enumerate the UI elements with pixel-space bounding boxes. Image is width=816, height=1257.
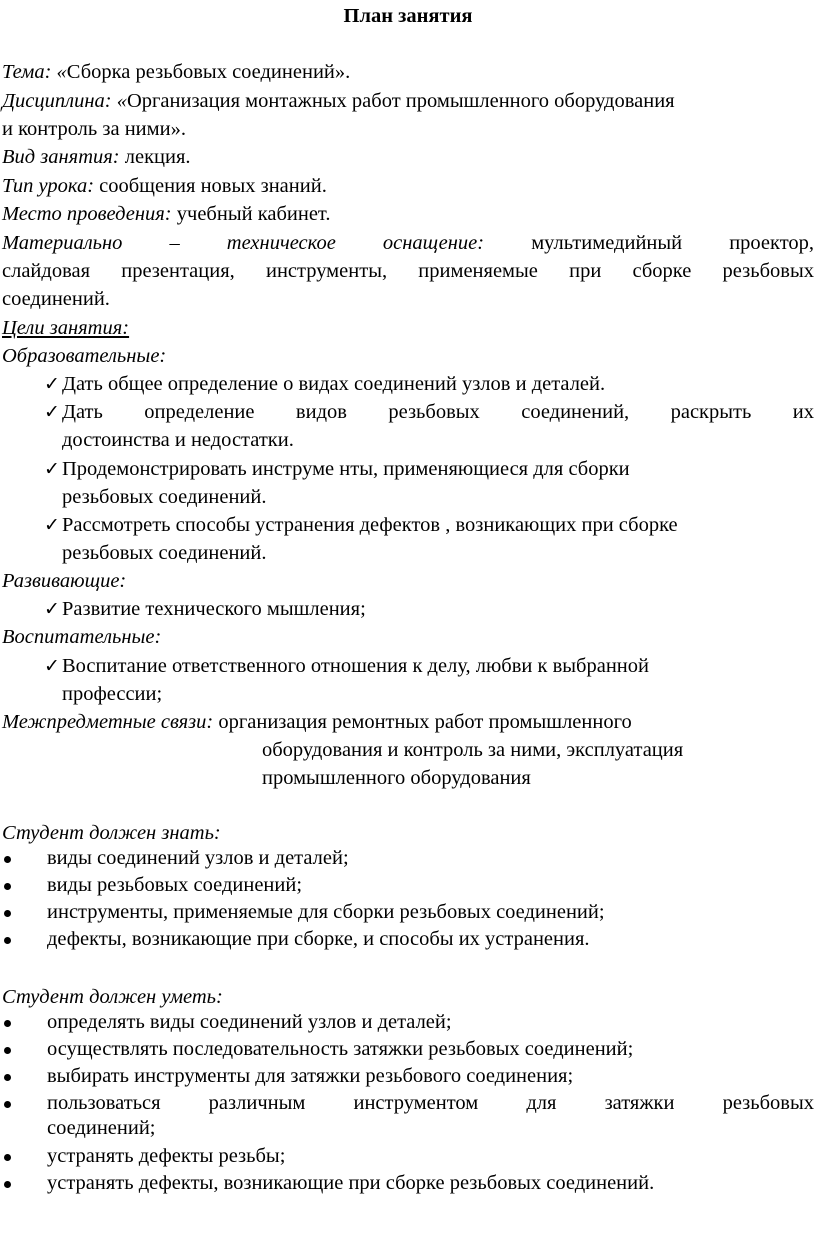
must-do-item: устранять дефекты резьбы; bbox=[47, 1145, 286, 1167]
must-know-item: виды соединений узлов и деталей; bbox=[47, 847, 349, 869]
lesson-kind-label: Вид занятия: bbox=[2, 146, 120, 168]
bullet-dot-icon bbox=[4, 1020, 11, 1027]
must-do-item-continued: соединений; bbox=[47, 1117, 156, 1139]
bullet-dot-icon bbox=[4, 1047, 11, 1054]
place-line bbox=[2, 200, 330, 229]
bullet-dot-icon bbox=[4, 910, 11, 917]
lesson-kind-value: лекция. bbox=[119, 146, 191, 168]
upbringing-item-continued: профессии; bbox=[62, 683, 163, 705]
must-know-heading: Студент должен знать: bbox=[2, 822, 221, 844]
educational-item: Дать общее определение о видах соединений узлов и деталей. bbox=[62, 373, 606, 395]
equipment-label-word: Материально bbox=[2, 232, 123, 254]
equipment-label-word: техническое bbox=[226, 232, 336, 254]
equipment-label-word: – bbox=[169, 232, 180, 254]
developing-heading: Развивающие: bbox=[2, 570, 127, 592]
educational-item: Дать определение видов резьбовых соединений, раскрыть их bbox=[62, 401, 814, 423]
equipment-value-word: мультимедийный bbox=[531, 232, 683, 254]
checkmark-icon: ✓ bbox=[44, 373, 60, 395]
must-do-item: пользоваться различным инструментом для затяжки резьбовых bbox=[47, 1092, 814, 1114]
lesson-type-line bbox=[2, 172, 327, 201]
must-know-item: виды резьбовых соединений; bbox=[47, 874, 303, 896]
topic-value: Сборка резьбовых соединений». bbox=[66, 61, 351, 83]
bullet-dot-icon bbox=[4, 856, 11, 863]
checkmark-icon: ✓ bbox=[44, 655, 60, 677]
discipline-line-2: и контроль за ними». bbox=[2, 118, 186, 140]
checkmark-icon: ✓ bbox=[44, 514, 60, 536]
bullet-dot-icon bbox=[4, 1181, 11, 1188]
equipment-line-1 bbox=[2, 229, 814, 258]
lesson-type-value: сообщения новых знаний. bbox=[94, 175, 327, 197]
page-title: План занятия bbox=[343, 5, 473, 27]
interdisciplinary-value: организация ремонтных работ промышленного bbox=[213, 711, 632, 733]
discipline-label: Дисциплина: « bbox=[2, 90, 127, 112]
upbringing-item: Воспитание ответственного отношения к делу, любви к выбранной bbox=[62, 655, 649, 677]
bullet-dot-icon bbox=[4, 883, 11, 890]
checkmark-icon: ✓ bbox=[44, 401, 60, 423]
developing-item: Развитие технического мышления; bbox=[62, 598, 366, 620]
must-do-item: осуществлять последовательность затяжки резьбовых соединений; bbox=[47, 1038, 634, 1060]
upbringing-heading: Воспитательные: bbox=[2, 626, 162, 648]
must-do-heading: Студент должен уметь: bbox=[2, 986, 223, 1008]
bullet-dot-icon bbox=[4, 1101, 11, 1108]
equipment-line-3: соединений. bbox=[2, 288, 110, 310]
must-do-item: определять виды соединений узлов и деталей; bbox=[47, 1011, 452, 1033]
checkmark-icon: ✓ bbox=[44, 458, 60, 480]
must-do-item: устранять дефекты, возникающие при сборке резьбовых соединений. bbox=[47, 1172, 655, 1194]
interdisciplinary-label: Межпредметные связи: bbox=[2, 711, 214, 733]
must-do-item: выбирать инструменты для затяжки резьбового соединения; bbox=[47, 1065, 574, 1087]
educational-heading: Образовательные: bbox=[2, 345, 167, 367]
educational-item-continued: достоинства и недостатки. bbox=[62, 429, 294, 451]
equipment-label-word: оснащение: bbox=[382, 232, 485, 254]
educational-item-continued: резьбовых соединений. bbox=[62, 542, 267, 564]
must-know-item: инструменты, применяемые для сборки резьбовых соединений; bbox=[47, 901, 605, 923]
lesson-type-label: Тип урока: bbox=[2, 175, 95, 197]
topic-line bbox=[2, 58, 350, 87]
interdisciplinary-line-2: оборудования и контроль за ними, эксплуатация bbox=[262, 739, 684, 761]
lesson-kind-line bbox=[2, 143, 191, 172]
equipment-line-2: слайдовая презентация, инструменты, применяемые при сборке резьбовых bbox=[2, 260, 814, 282]
bullet-dot-icon bbox=[4, 937, 11, 944]
bullet-dot-icon bbox=[4, 1074, 11, 1081]
discipline-value: Организация монтажных работ промышленного оборудования bbox=[126, 90, 675, 112]
educational-item: Продемонстрировать инструме нты, применяющиеся для сборки bbox=[62, 458, 630, 480]
educational-item: Рассмотреть способы устранения дефектов , возникающих при сборке bbox=[62, 514, 678, 536]
equipment-value-word: проектор, bbox=[729, 232, 815, 254]
checkmark-icon: ✓ bbox=[44, 598, 60, 620]
goals-heading: Цели занятия: bbox=[2, 317, 130, 339]
discipline-line bbox=[2, 87, 675, 116]
interdisciplinary-line-3: промышленного оборудования bbox=[262, 767, 531, 789]
must-know-item: дефекты, возникающие при сборке, и способы их устранения. bbox=[47, 928, 590, 950]
bullet-dot-icon bbox=[4, 1154, 11, 1161]
topic-label: Тема: « bbox=[2, 61, 67, 83]
educational-item-continued: резьбовых соединений. bbox=[62, 486, 267, 508]
interdisciplinary-line bbox=[2, 708, 632, 737]
place-value: учебный кабинет. bbox=[171, 203, 331, 225]
place-label: Место проведения: bbox=[2, 203, 172, 225]
